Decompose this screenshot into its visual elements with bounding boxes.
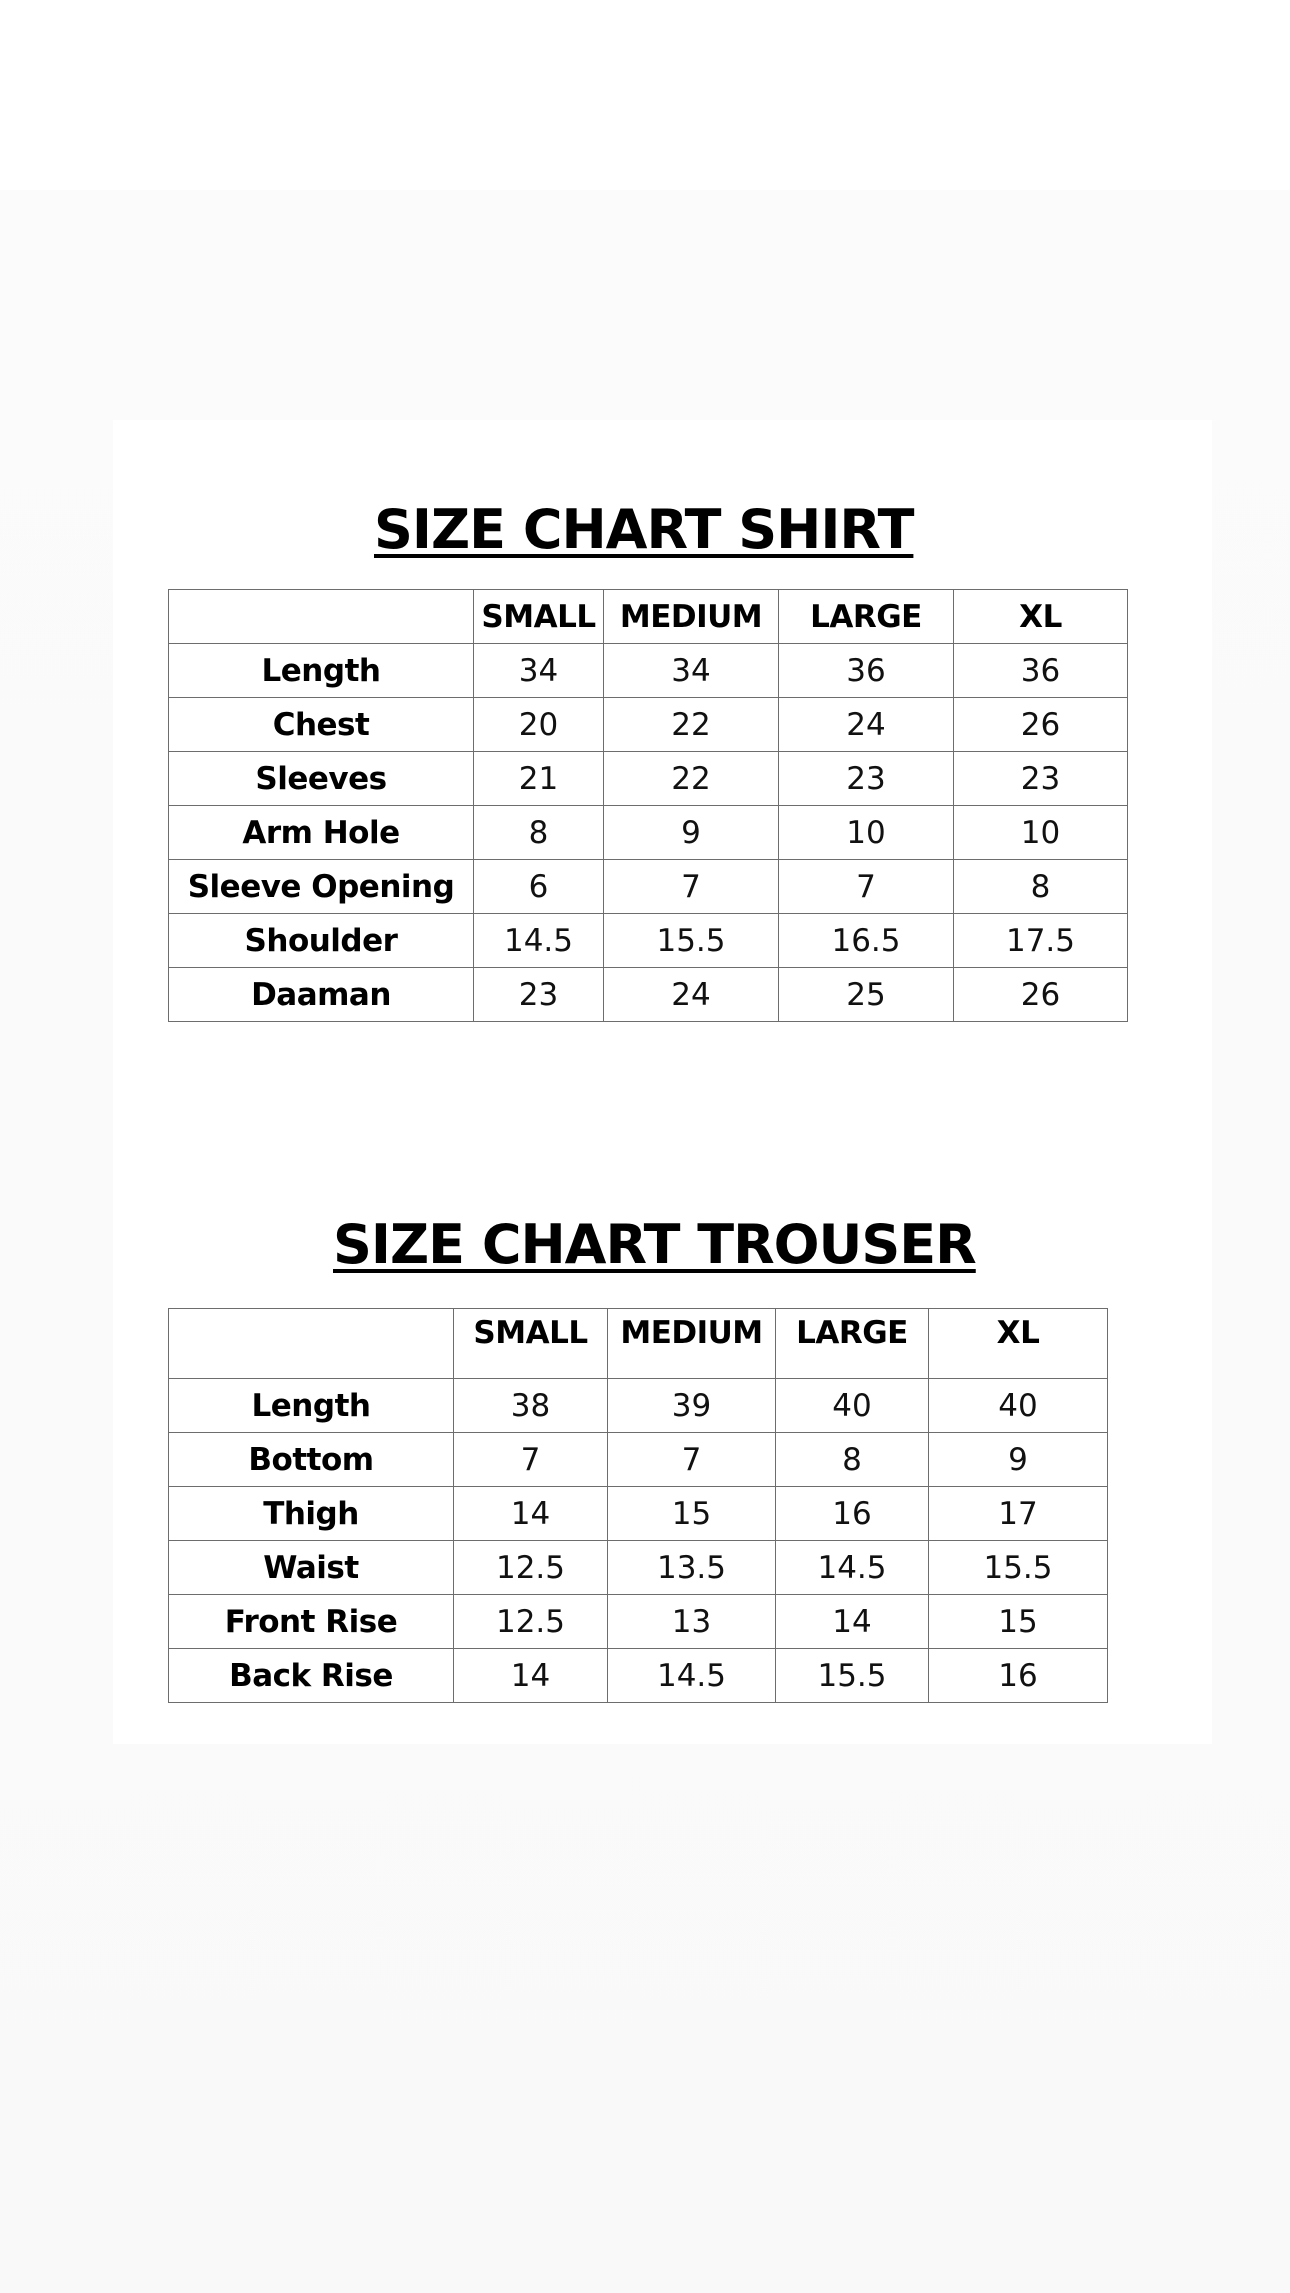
table-cell: 12.5 <box>454 1541 608 1595</box>
table-cell: 20 <box>474 698 604 752</box>
table-cell: 23 <box>474 968 604 1022</box>
header-cell-empty <box>169 590 474 644</box>
row-label-shoulder: Shoulder <box>169 914 474 968</box>
table-row <box>169 806 1128 860</box>
row-label-waist: Waist <box>169 1541 454 1595</box>
table-cell: 15.5 <box>776 1649 929 1703</box>
table-cell: 8 <box>776 1433 929 1487</box>
table-cell: 34 <box>474 644 604 698</box>
table-cell: 8 <box>954 860 1128 914</box>
table-cell: 10 <box>779 806 954 860</box>
header-cell-empty <box>169 1309 454 1379</box>
header-cell-xl: XL <box>929 1309 1108 1379</box>
trouser-size-chart-title: SIZE CHART TROUSER <box>333 1213 976 1276</box>
table-cell: 16 <box>776 1487 929 1541</box>
row-label-bottom: Bottom <box>169 1433 454 1487</box>
table-cell: 22 <box>604 752 779 806</box>
table-cell: 7 <box>779 860 954 914</box>
row-label-daaman: Daaman <box>169 968 474 1022</box>
table-cell: 13.5 <box>608 1541 776 1595</box>
table-row <box>169 1379 1108 1433</box>
row-label-chest: Chest <box>169 698 474 752</box>
shirt-size-table <box>168 589 1128 1022</box>
row-label-sleeves: Sleeves <box>169 752 474 806</box>
table-cell: 24 <box>604 968 779 1022</box>
table-cell: 17 <box>929 1487 1108 1541</box>
header-cell-small: SMALL <box>454 1309 608 1379</box>
table-cell: 7 <box>608 1433 776 1487</box>
table-row <box>169 698 1128 752</box>
table-cell: 26 <box>954 698 1128 752</box>
table-row <box>169 1649 1108 1703</box>
table-row <box>169 914 1128 968</box>
table-cell: 15 <box>929 1595 1108 1649</box>
table-row <box>169 1433 1108 1487</box>
table-cell: 24 <box>779 698 954 752</box>
table-cell: 14.5 <box>608 1649 776 1703</box>
row-label-arm-hole: Arm Hole <box>169 806 474 860</box>
header-cell-small: SMALL <box>474 590 604 644</box>
row-label-back-rise: Back Rise <box>169 1649 454 1703</box>
table-cell: 12.5 <box>454 1595 608 1649</box>
table-cell: 10 <box>954 806 1128 860</box>
table-cell: 14.5 <box>474 914 604 968</box>
table-cell: 14 <box>454 1487 608 1541</box>
table-cell: 6 <box>474 860 604 914</box>
row-label-length: Length <box>169 1379 454 1433</box>
table-cell: 17.5 <box>954 914 1128 968</box>
row-label-front-rise: Front Rise <box>169 1595 454 1649</box>
table-cell: 40 <box>929 1379 1108 1433</box>
table-cell: 15 <box>608 1487 776 1541</box>
row-label-sleeve-opening: Sleeve Opening <box>169 860 474 914</box>
table-cell: 34 <box>604 644 779 698</box>
table-cell: 7 <box>454 1433 608 1487</box>
table-header-row <box>169 1309 1108 1379</box>
table-row <box>169 1541 1108 1595</box>
trouser-size-table <box>168 1308 1108 1703</box>
table-cell: 9 <box>604 806 779 860</box>
table-cell: 7 <box>604 860 779 914</box>
table-cell: 15.5 <box>604 914 779 968</box>
row-label-thigh: Thigh <box>169 1487 454 1541</box>
table-cell: 15.5 <box>929 1541 1108 1595</box>
table-cell: 36 <box>954 644 1128 698</box>
table-row <box>169 752 1128 806</box>
table-cell: 16 <box>929 1649 1108 1703</box>
table-row <box>169 1595 1108 1649</box>
table-cell: 25 <box>779 968 954 1022</box>
table-cell: 39 <box>608 1379 776 1433</box>
header-cell-medium: MEDIUM <box>608 1309 776 1379</box>
header-cell-medium: MEDIUM <box>604 590 779 644</box>
table-cell: 23 <box>954 752 1128 806</box>
table-row <box>169 644 1128 698</box>
table-cell: 22 <box>604 698 779 752</box>
table-row <box>169 860 1128 914</box>
shirt-size-chart-title: SIZE CHART SHIRT <box>374 498 914 561</box>
table-cell: 36 <box>779 644 954 698</box>
table-cell: 9 <box>929 1433 1108 1487</box>
table-cell: 14 <box>454 1649 608 1703</box>
table-cell: 14 <box>776 1595 929 1649</box>
table-cell: 23 <box>779 752 954 806</box>
table-cell: 8 <box>474 806 604 860</box>
table-cell: 21 <box>474 752 604 806</box>
table-cell: 13 <box>608 1595 776 1649</box>
table-row <box>169 1487 1108 1541</box>
table-cell: 40 <box>776 1379 929 1433</box>
header-cell-xl: XL <box>954 590 1128 644</box>
table-header-row <box>169 590 1128 644</box>
table-cell: 38 <box>454 1379 608 1433</box>
table-cell: 14.5 <box>776 1541 929 1595</box>
table-cell: 26 <box>954 968 1128 1022</box>
row-label-length: Length <box>169 644 474 698</box>
table-row <box>169 968 1128 1022</box>
table-cell: 16.5 <box>779 914 954 968</box>
header-cell-large: LARGE <box>779 590 954 644</box>
header-cell-large: LARGE <box>776 1309 929 1379</box>
